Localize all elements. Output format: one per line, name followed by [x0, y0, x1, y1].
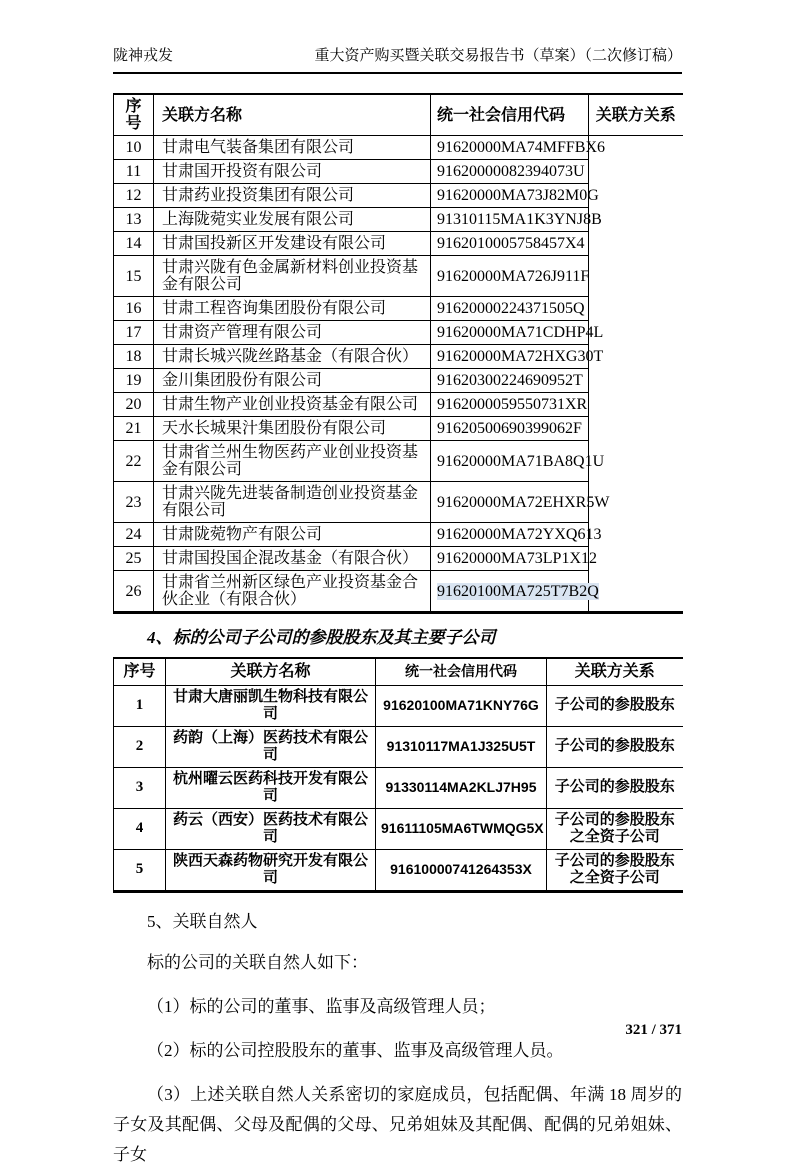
row-index: 5 [114, 849, 166, 891]
row-index: 15 [114, 256, 154, 297]
credit-code-text: 91620500690399062F [437, 420, 582, 437]
row-index: 1 [114, 685, 166, 726]
table-row [114, 685, 683, 726]
party-name: 甘肃国开投资有限公司 [154, 160, 431, 184]
party-name: 陕西天森药物研究开发有限公司 [166, 849, 376, 891]
page-content [113, 0, 682, 1170]
table-header-row [114, 94, 683, 136]
party-relation: 子公司的参股股东之全资子公司 [547, 849, 683, 891]
credit-code-text: 9162000059550731XR [437, 396, 588, 413]
column-header-code: 统一社会信用代码 [431, 94, 589, 136]
credit-code [431, 441, 605, 482]
credit-code [431, 417, 589, 441]
credit-code-text: 91611105MA6TWMQG5X [381, 820, 544, 836]
credit-code [376, 685, 547, 726]
credit-code-text: 91620000082394073U [437, 163, 585, 180]
table-row [114, 523, 683, 547]
section-5-heading: 5、关联自然人 [147, 911, 258, 931]
credit-code-text: 91620000MA72EHXR5W [437, 493, 610, 511]
credit-code [431, 523, 602, 547]
credit-code [376, 767, 547, 808]
column-header-name: 关联方名称 [166, 658, 376, 685]
credit-code [431, 160, 589, 184]
row-index: 17 [114, 321, 154, 345]
credit-code-text: 91620000MA726J911F [437, 267, 590, 285]
row-index: 11 [114, 160, 154, 184]
credit-code [431, 208, 602, 232]
credit-code [431, 393, 589, 417]
subsidiary-shareholders-table [113, 657, 683, 893]
credit-code-text: 91620000MA72HXG30T [437, 348, 604, 365]
table-header-row [114, 658, 683, 685]
credit-code [431, 321, 604, 345]
party-name: 甘肃国投国企混改基金（有限合伙） [154, 547, 431, 571]
party-name: 上海陇菀实业发展有限公司 [154, 208, 431, 232]
party-name: 甘肃国投新区开发建设有限公司 [154, 232, 431, 256]
party-name: 药云（西安）医药技术有限公司 [166, 808, 376, 849]
party-name: 甘肃资产管理有限公司 [154, 321, 431, 345]
credit-code-text: 91310117MA1J325U5T [386, 738, 536, 754]
header-left-title: 陇神戎发 [113, 48, 174, 64]
column-header-relation: 关联方关系 [547, 658, 683, 685]
paragraph-item-3: （3）上述关联自然人关系密切的家庭成员，包括配偶、年满 18 周岁的子女及其配偶、父母及配偶的父母、兄弟姐妹及其配偶、配偶的兄弟姐妹、子女 [113, 1084, 682, 1164]
table-row [114, 136, 683, 160]
credit-code [431, 232, 589, 256]
party-name: 甘肃生物产业创业投资基金有限公司 [154, 393, 431, 417]
row-index: 4 [114, 808, 166, 849]
party-name: 甘肃工程咨询集团股份有限公司 [154, 297, 431, 321]
page-number: 321 / 371 [625, 1022, 682, 1038]
credit-code [431, 369, 589, 393]
column-header-no: 序号 [114, 94, 154, 136]
credit-code-text: 91610000741264353X [390, 861, 532, 877]
row-index: 24 [114, 523, 154, 547]
credit-code-text: 91620000MA71CDHP4L [437, 324, 604, 341]
column-header-name: 关联方名称 [154, 94, 431, 136]
party-name: 金川集团股份有限公司 [154, 369, 431, 393]
credit-code [431, 571, 599, 613]
party-name: 甘肃兴陇有色金属新材料创业投资基金有限公司 [154, 256, 431, 297]
credit-code-text: 91310115MA1K3YNJ8B [437, 211, 602, 228]
party-relation: 子公司的参股股东之全资子公司 [547, 808, 683, 849]
credit-code-text: 91620000MA74MFFBX6 [437, 139, 606, 156]
credit-code-text: 91620000MA73LP1X12 [437, 550, 598, 567]
row-index: 3 [114, 767, 166, 808]
credit-code [376, 726, 547, 767]
row-index: 26 [114, 571, 154, 613]
credit-code [431, 297, 589, 321]
row-index: 16 [114, 297, 154, 321]
party-relation: 子公司的参股股东 [547, 726, 683, 767]
credit-code [431, 547, 598, 571]
party-name: 甘肃兴陇先进装备制造创业投资基金有限公司 [154, 482, 431, 523]
paragraph-item-2: （2）标的公司控股股东的董事、监事及高级管理人员。 [147, 1040, 564, 1060]
table-row [114, 345, 683, 369]
party-name: 甘肃大唐丽凯生物科技有限公司 [166, 685, 376, 726]
credit-code [431, 482, 610, 523]
party-name: 甘肃电气装备集团有限公司 [154, 136, 431, 160]
credit-code [431, 345, 604, 369]
party-name: 甘肃长城兴陇丝路基金（有限合伙） [154, 345, 431, 369]
party-name: 天水长城果汁集团股份有限公司 [154, 417, 431, 441]
table-row [114, 767, 683, 808]
relation-merged-cell [589, 136, 683, 613]
credit-code [431, 136, 606, 160]
row-index: 18 [114, 345, 154, 369]
paragraph-intro: 标的公司的关联自然人如下： [147, 952, 368, 972]
credit-code-text: 91620100MA725T7B2Q [437, 582, 599, 600]
credit-code [431, 256, 589, 297]
row-index: 12 [114, 184, 154, 208]
column-header-no: 序号 [114, 658, 166, 685]
credit-code-text: 91620000224371505Q [437, 300, 585, 317]
table-row [114, 726, 683, 767]
party-name: 药韵（上海）医药技术有限公司 [166, 726, 376, 767]
row-index: 22 [114, 441, 154, 482]
row-index: 23 [114, 482, 154, 523]
credit-code [376, 849, 547, 891]
row-index: 2 [114, 726, 166, 767]
table-row [114, 808, 683, 849]
party-name: 甘肃药业投资集团有限公司 [154, 184, 431, 208]
party-relation: 子公司的参股股东 [547, 685, 683, 726]
table-row [114, 184, 683, 208]
credit-code-text: 91330114MA2KLJ7H95 [385, 779, 537, 795]
table-row [114, 321, 683, 345]
related-parties-table [113, 93, 683, 614]
column-header-code: 统一社会信用代码 [376, 658, 547, 685]
document-header [113, 0, 682, 74]
section-4-heading: 4、标的公司子公司的参股股东及其主要子公司 [147, 628, 496, 647]
credit-code-text: 91620000MA72YXQ613 [437, 526, 602, 543]
party-name: 杭州曜云医药科技开发有限公司 [166, 767, 376, 808]
row-index: 20 [114, 393, 154, 417]
party-name: 甘肃陇菀物产有限公司 [154, 523, 431, 547]
row-index: 25 [114, 547, 154, 571]
credit-code [376, 808, 547, 849]
credit-code-text: 91620000MA71BA8Q1U [437, 452, 605, 470]
credit-code-text: 91620100MA71KNY76G [383, 697, 539, 713]
credit-code-text: 91620300224690952T [437, 372, 583, 389]
row-index: 19 [114, 369, 154, 393]
row-index: 14 [114, 232, 154, 256]
row-index: 21 [114, 417, 154, 441]
credit-code-text: 9162010005758457X4 [437, 235, 585, 252]
header-right-title: 重大资产购买暨关联交易报告书（草案）（二次修订稿） [314, 48, 682, 64]
table-row [114, 849, 683, 891]
row-index: 10 [114, 136, 154, 160]
paragraph-item-1: （1）标的公司的董事、监事及高级管理人员； [147, 996, 496, 1016]
credit-code-text: 91620000MA73J82M0G [437, 187, 599, 204]
party-name: 甘肃省兰州生物医药产业创业投资基金有限公司 [154, 441, 431, 482]
table-row [114, 208, 683, 232]
credit-code [431, 184, 599, 208]
column-header-relation: 关联方关系 [589, 94, 683, 136]
row-index: 13 [114, 208, 154, 232]
party-name: 甘肃省兰州新区绿色产业投资基金合伙企业（有限合伙） [154, 571, 431, 613]
party-relation: 子公司的参股股东 [547, 767, 683, 808]
